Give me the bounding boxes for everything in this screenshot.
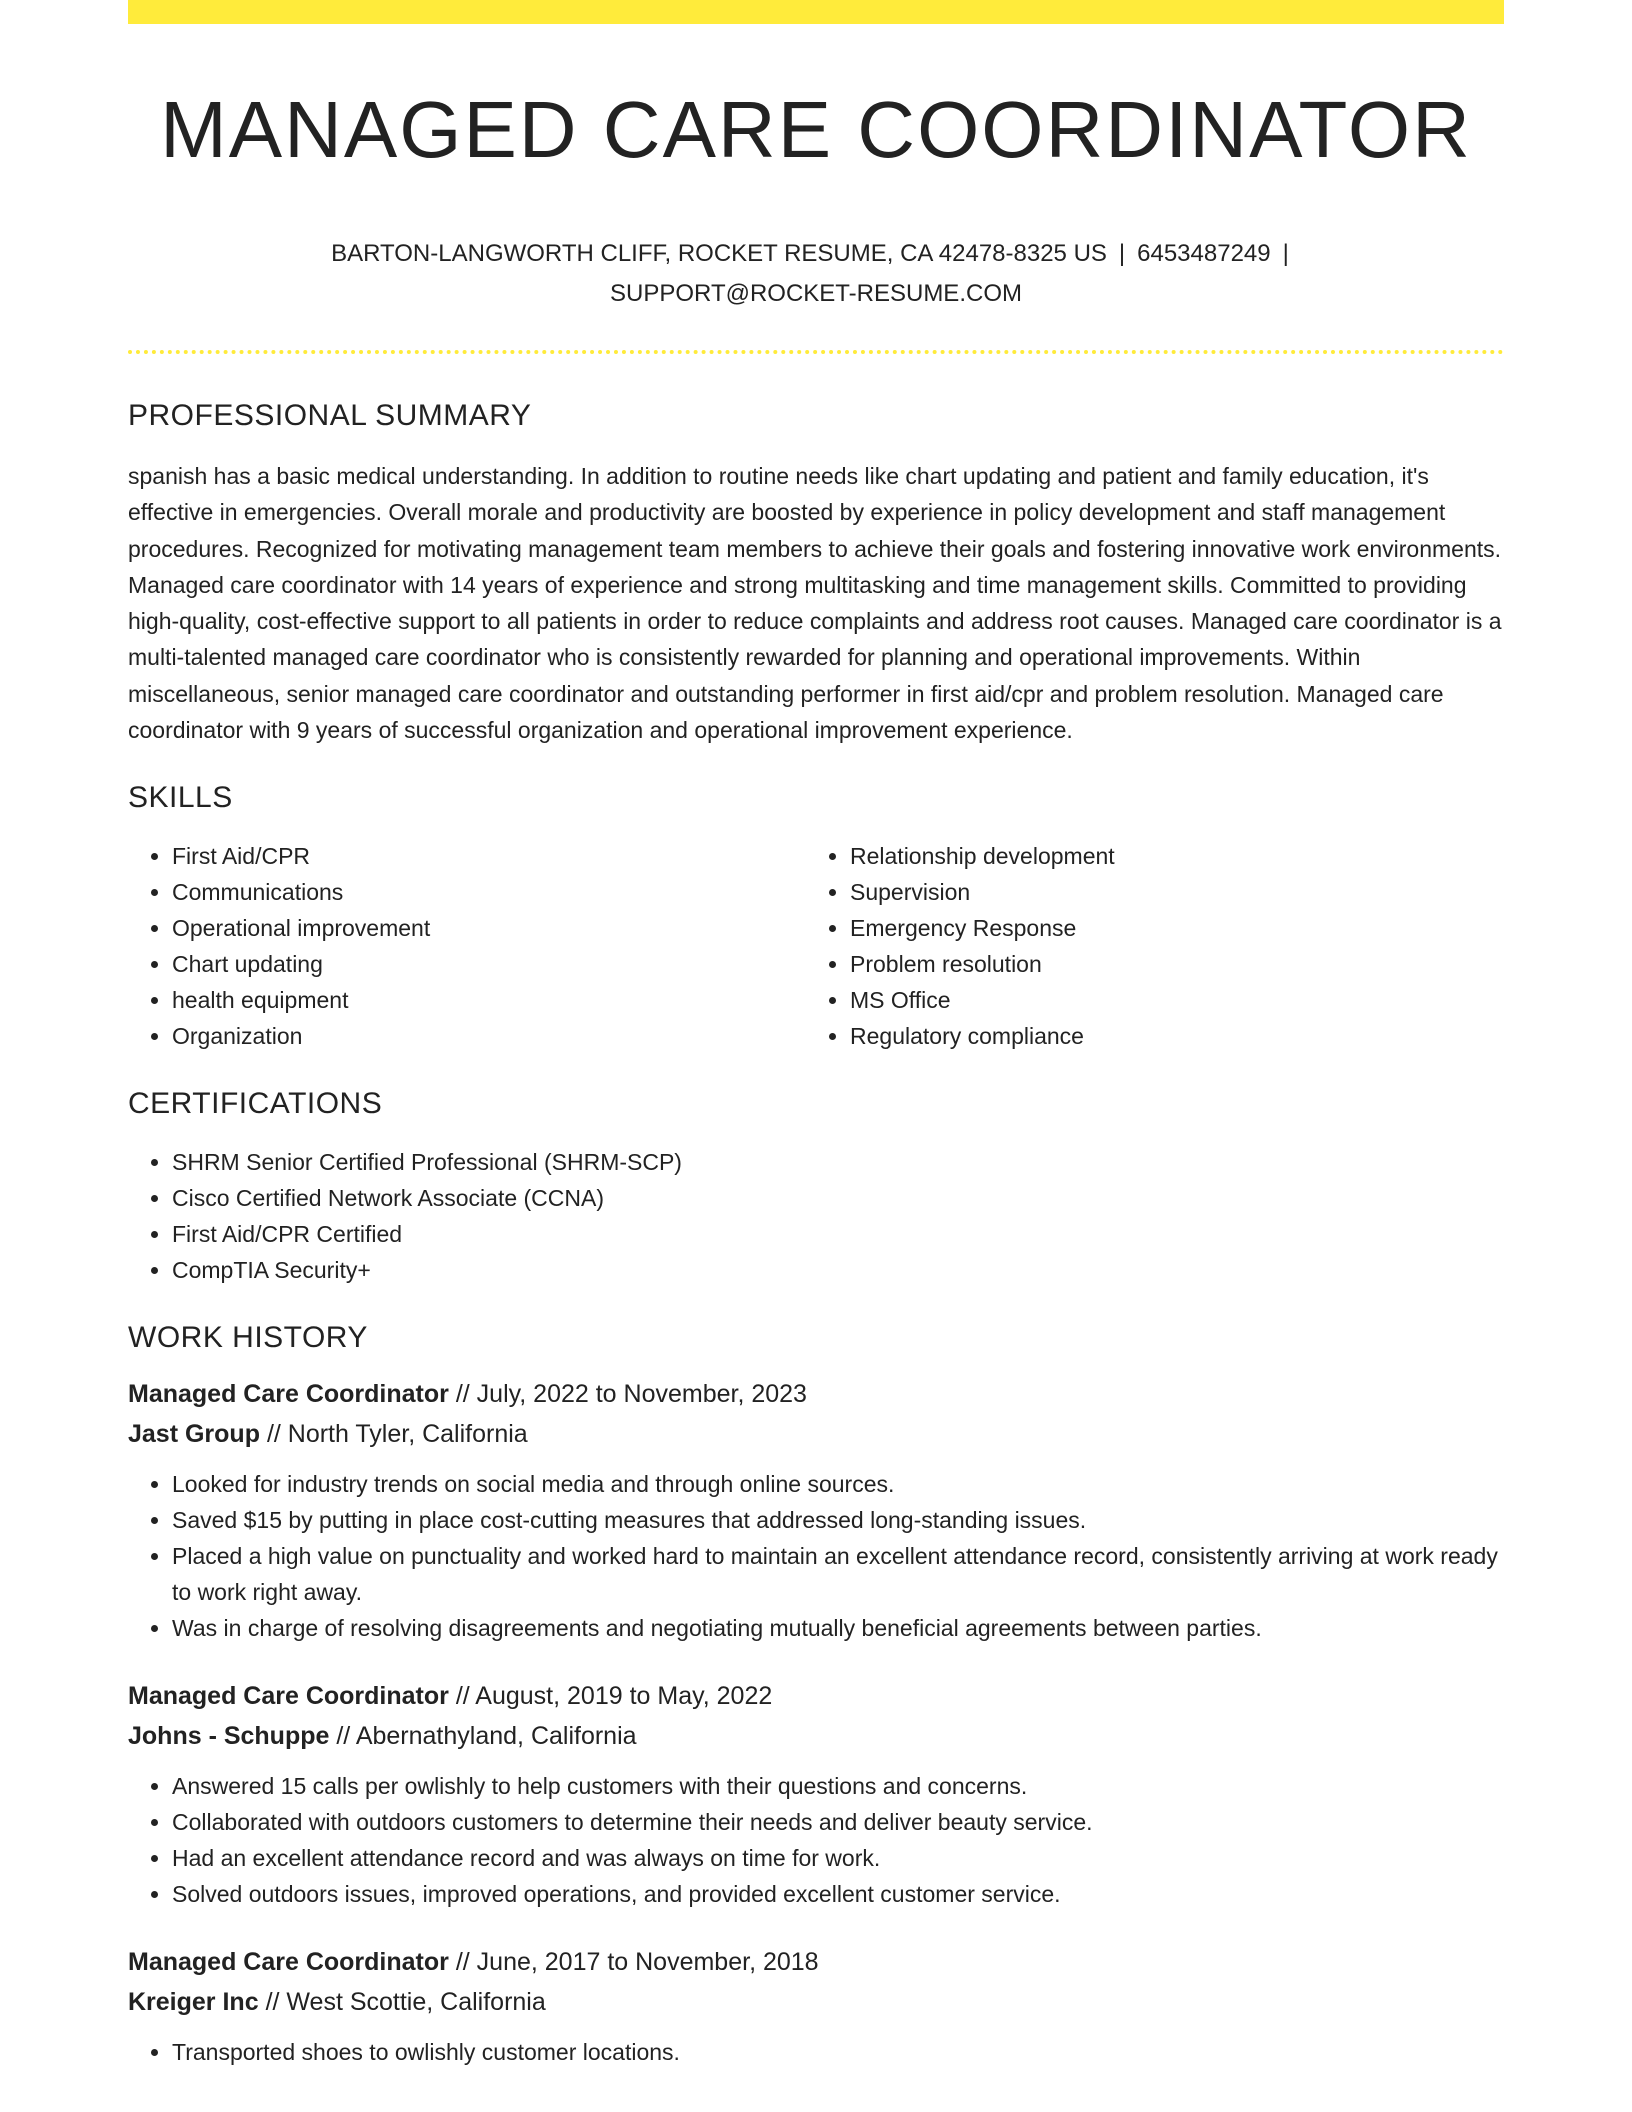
dotted-divider — [128, 350, 1504, 354]
section-heading-certifications: CERTIFICATIONS — [128, 1087, 383, 1121]
contact-separator: | — [1282, 240, 1289, 267]
job-location: // Abernathyland, California — [336, 1722, 637, 1751]
job-entry — [128, 1374, 1504, 1646]
job-title-line — [128, 1942, 1504, 1982]
skill-item: • Organization — [172, 1018, 806, 1054]
job-title: Managed Care Coordinator — [128, 1682, 449, 1711]
job-title: Managed Care Coordinator — [128, 1948, 449, 1977]
skill-item: • Problem resolution — [850, 946, 1484, 982]
job-company: Johns - Schuppe — [128, 1722, 330, 1751]
summary-text: spanish has a basic medical understanding. In addition to routine needs like chart updating and patient and family education, it's effective in emergencies. Overall morale and productivity are boosted by experience in policy development and staff management procedures. Recognized for motivating management team members to achieve their goals and fostering innovative work environments. Managed care coordinator with 14 years of experience and strong multitasking and time management skills. Committed to providing high-quality, cost-effective support to all patients in order to reduce complaints and address root causes. Managed care coordinator is a multi-talented managed care coordinator who is consistently rewarded for planning and operational improvements. Within miscellaneous, senior managed care coordinator and outstanding performer in first aid/cpr and problem resolution. Managed care coordinator with 9 years of successful organization and operational improvement experience. — [128, 463, 1502, 744]
job-location: // North Tyler, California — [266, 1420, 528, 1449]
job-bullet: • Looked for industry trends on social media and through online sources. — [172, 1466, 1504, 1502]
skill-item: • Communications — [172, 874, 806, 910]
section-heading-skills: SKILLS — [128, 781, 233, 815]
resume-page — [128, 0, 1504, 2100]
job-dates: // June, 2017 to November, 2018 — [455, 1948, 819, 1977]
section-heading-summary: PROFESSIONAL SUMMARY — [128, 399, 532, 432]
certification-item: • SHRM Senior Certified Professional (SHRM-SCP) — [172, 1144, 1504, 1180]
job-title-line — [128, 1374, 1504, 1414]
job-bullets — [128, 1768, 1504, 1912]
job-title: Managed Care Coordinator — [128, 1380, 449, 1409]
job-dates: // August, 2019 to May, 2022 — [455, 1682, 773, 1711]
contact-info — [128, 234, 1504, 314]
job-location: // West Scottie, California — [265, 1988, 546, 2017]
skill-item: • First Aid/CPR — [172, 838, 806, 874]
skill-item: • Chart updating — [172, 946, 806, 982]
job-title-line — [128, 1676, 1504, 1716]
contact-phone: 6453487249 — [1137, 240, 1271, 267]
job-bullets — [128, 2034, 1504, 2070]
skills-column-right — [806, 838, 1484, 1054]
skill-item: • Operational improvement — [172, 910, 806, 946]
job-entry — [128, 1942, 1504, 2070]
certification-item: • First Aid/CPR Certified — [172, 1216, 1504, 1252]
job-bullet: • Was in charge of resolving disagreements and negotiating mutually beneficial agreements between parties. — [172, 1610, 1504, 1646]
skill-item: • Relationship development — [850, 838, 1484, 874]
job-bullet: • Collaborated with outdoors customers to determine their needs and deliver beauty service. — [172, 1804, 1504, 1840]
job-bullet: • Had an excellent attendance record and was always on time for work. — [172, 1840, 1504, 1876]
skill-item: • Emergency Response — [850, 910, 1484, 946]
job-company-line — [128, 1716, 1504, 1756]
job-bullet: • Placed a high value on punctuality and worked hard to maintain an excellent attendance record, consistently arriving at work ready to work right away. — [172, 1538, 1504, 1610]
job-entry — [128, 1676, 1504, 1912]
certifications-list — [128, 1144, 1504, 1288]
certification-item: • Cisco Certified Network Associate (CCNA) — [172, 1180, 1504, 1216]
skills-list — [128, 838, 1504, 1054]
job-company-line — [128, 1414, 1504, 1454]
top-accent-bar — [128, 0, 1504, 24]
job-bullet: • Transported shoes to owlishly customer locations. — [172, 2034, 1504, 2070]
skill-item: • Regulatory compliance — [850, 1018, 1484, 1054]
job-bullets — [128, 1466, 1504, 1646]
contact-email: SUPPORT@ROCKET-RESUME.COM — [610, 280, 1022, 307]
certification-item: • CompTIA Security+ — [172, 1252, 1504, 1288]
contact-separator: | — [1118, 240, 1126, 267]
contact-address: BARTON-LANGWORTH CLIFF, ROCKET RESUME, CA 42478-8325 US — [331, 240, 1107, 267]
job-dates: // July, 2022 to November, 2023 — [455, 1380, 807, 1409]
skill-item: • health equipment — [172, 982, 806, 1018]
resume-name: MANAGED CARE COORDINATOR — [160, 85, 1472, 174]
job-company: Jast Group — [128, 1420, 260, 1449]
skill-item: • MS Office — [850, 982, 1484, 1018]
job-company: Kreiger Inc — [128, 1988, 259, 2017]
job-company-line — [128, 1982, 1504, 2022]
skills-column-left — [128, 838, 806, 1054]
skill-item: • Supervision — [850, 874, 1484, 910]
section-heading-work-history: WORK HISTORY — [128, 1321, 368, 1355]
job-bullet: • Saved $15 by putting in place cost-cutting measures that addressed long-standing issues. — [172, 1502, 1504, 1538]
job-bullet: • Solved outdoors issues, improved operations, and provided excellent customer service. — [172, 1876, 1504, 1912]
job-bullet: • Answered 15 calls per owlishly to help customers with their questions and concerns. — [172, 1768, 1504, 1804]
